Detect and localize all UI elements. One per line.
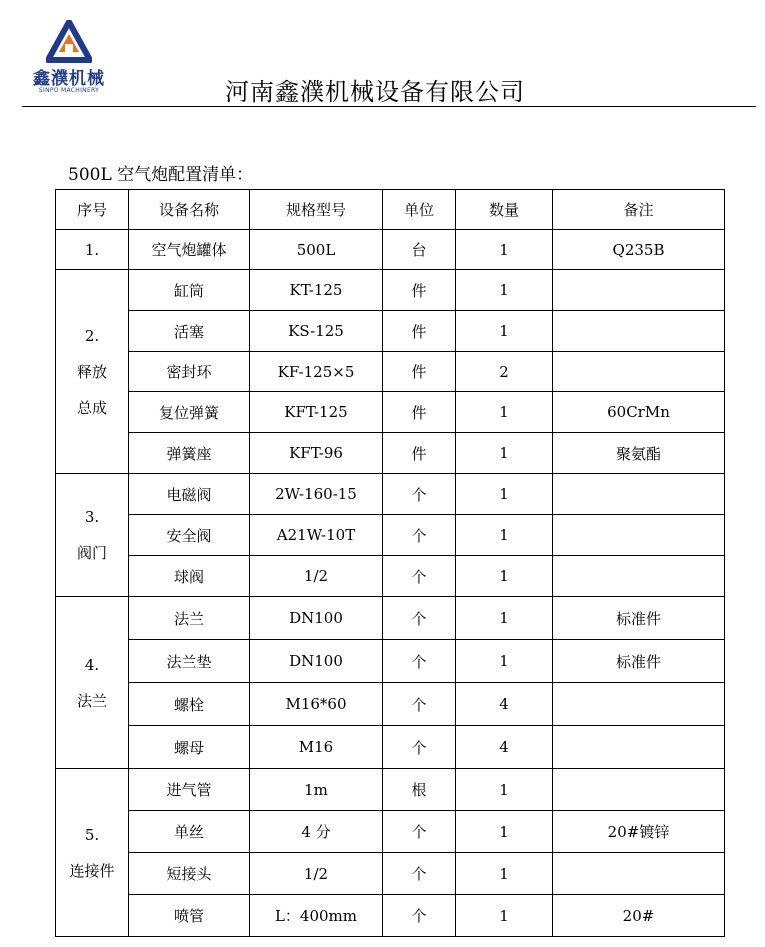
cell-spec: 1/2 — [250, 853, 383, 895]
table-body — [56, 230, 725, 937]
cell-note — [553, 270, 725, 311]
cell-unit: 个 — [383, 726, 456, 769]
cell-spec: KS-125 — [250, 311, 383, 352]
column-header-no: 序号 — [56, 190, 129, 230]
cell-unit: 个 — [383, 597, 456, 640]
cell-unit: 件 — [383, 270, 456, 311]
column-header-name: 设备名称 — [129, 190, 250, 230]
group-number: 2. — [84, 326, 100, 345]
group-number: 1. — [84, 240, 100, 259]
cell-unit: 个 — [383, 853, 456, 895]
cell-spec: 4 分 — [250, 811, 383, 853]
cell-spec: DN100 — [250, 640, 383, 683]
cell-qty: 1 — [456, 433, 553, 474]
column-header-qty: 数量 — [456, 190, 553, 230]
cell-name: 法兰垫 — [129, 640, 250, 683]
cell-note — [553, 515, 725, 556]
cell-unit: 件 — [383, 433, 456, 474]
group-label: 法兰 — [76, 691, 107, 710]
cell-unit: 个 — [383, 474, 456, 515]
table-row — [56, 811, 725, 853]
table-row — [56, 515, 725, 556]
cell-qty: 4 — [456, 726, 553, 769]
cell-name: 短接头 — [129, 853, 250, 895]
cell-name: 空气炮罐体 — [129, 230, 250, 270]
cell-spec: KF-125×5 — [250, 352, 383, 392]
table-row — [56, 853, 725, 895]
configuration-table — [55, 189, 725, 937]
cell-qty: 1 — [456, 811, 553, 853]
cell-qty: 1 — [456, 769, 553, 811]
cell-spec: KT-125 — [250, 270, 383, 311]
group-number: 3. — [84, 508, 100, 526]
table-row — [56, 769, 725, 811]
cell-name: 法兰 — [129, 597, 250, 640]
cell-note — [553, 474, 725, 515]
cell-unit: 根 — [383, 769, 456, 811]
cell-note: Q235B — [553, 230, 725, 270]
table-row — [56, 556, 725, 597]
cell-unit: 个 — [383, 515, 456, 556]
cell-name: 缸筒 — [129, 270, 250, 311]
group-cell — [56, 597, 129, 769]
document-title: 500L 空气炮配置清单： — [68, 165, 254, 185]
cell-qty: 1 — [456, 515, 553, 556]
table-row — [56, 597, 725, 640]
header-divider — [22, 106, 756, 107]
cell-note — [553, 556, 725, 597]
cell-spec: 1m — [250, 769, 383, 811]
cell-spec: M16*60 — [250, 683, 383, 726]
cell-qty: 1 — [456, 597, 553, 640]
cell-spec: M16 — [250, 726, 383, 769]
cell-qty: 1 — [456, 311, 553, 352]
cell-name: 单丝 — [129, 811, 250, 853]
cell-unit: 件 — [383, 392, 456, 433]
cell-qty: 1 — [456, 230, 553, 270]
cell-name: 复位弹簧 — [129, 392, 250, 433]
logo-name-cn: 鑫濮机械 — [33, 69, 105, 89]
cell-note — [553, 683, 725, 726]
cell-name: 进气管 — [129, 769, 250, 811]
group-cell — [56, 769, 129, 937]
cell-spec: KFT-96 — [250, 433, 383, 474]
cell-note: 20#镀锌 — [553, 811, 725, 853]
logo-mark-icon — [46, 20, 92, 64]
group-label: 连接件 — [69, 861, 115, 880]
table-row — [56, 311, 725, 352]
cell-spec: 500L — [250, 230, 383, 270]
cell-name: 密封环 — [129, 352, 250, 392]
cell-name: 螺栓 — [129, 683, 250, 726]
cell-note: 20# — [553, 895, 725, 937]
cell-note: 标准件 — [553, 597, 725, 640]
cell-unit: 个 — [383, 640, 456, 683]
table-row — [56, 392, 725, 433]
cell-spec: DN100 — [250, 597, 383, 640]
logo-name-en: SINPO MACHINERY — [38, 87, 100, 94]
group-label: 阀门 — [76, 544, 107, 562]
cell-name: 弹簧座 — [129, 433, 250, 474]
company-name: 河南鑫濮机械设备有限公司 — [225, 78, 525, 106]
table-row — [56, 433, 725, 474]
cell-note: 60CrMn — [553, 392, 725, 433]
cell-unit: 件 — [383, 311, 456, 352]
cell-unit: 个 — [383, 683, 456, 726]
cell-spec: A21W-10T — [250, 515, 383, 556]
cell-qty: 1 — [456, 853, 553, 895]
cell-note — [553, 311, 725, 352]
cell-qty: 1 — [456, 392, 553, 433]
cell-note: 标准件 — [553, 640, 725, 683]
group-number: 5. — [84, 825, 100, 844]
cell-name: 安全阀 — [129, 515, 250, 556]
table-row — [56, 683, 725, 726]
group-label: 释放总成 — [76, 362, 107, 417]
column-header-note: 备注 — [553, 190, 725, 230]
group-cell — [56, 230, 129, 270]
cell-unit: 件 — [383, 352, 456, 392]
table-row — [56, 270, 725, 311]
company-logo — [30, 18, 108, 98]
cell-name: 电磁阀 — [129, 474, 250, 515]
table-row — [56, 474, 725, 515]
cell-spec: KFT-125 — [250, 392, 383, 433]
table-row — [56, 640, 725, 683]
table-row — [56, 895, 725, 937]
cell-name: 球阀 — [129, 556, 250, 597]
cell-name: 螺母 — [129, 726, 250, 769]
cell-spec: 1/2 — [250, 556, 383, 597]
cell-spec: 2W-160-15 — [250, 474, 383, 515]
cell-unit: 个 — [383, 895, 456, 937]
table-row — [56, 352, 725, 392]
cell-qty: 1 — [456, 895, 553, 937]
cell-unit: 台 — [383, 230, 456, 270]
cell-qty: 1 — [456, 640, 553, 683]
cell-note — [553, 726, 725, 769]
column-header-unit: 单位 — [383, 190, 456, 230]
cell-qty: 1 — [456, 474, 553, 515]
group-number: 4. — [84, 655, 100, 674]
cell-unit: 个 — [383, 811, 456, 853]
group-cell — [56, 474, 129, 597]
table-row — [56, 230, 725, 270]
table-row — [56, 726, 725, 769]
cell-qty: 1 — [456, 556, 553, 597]
cell-unit: 个 — [383, 556, 456, 597]
cell-qty: 4 — [456, 683, 553, 726]
cell-note — [553, 352, 725, 392]
cell-note — [553, 769, 725, 811]
column-header-spec: 规格型号 — [250, 190, 383, 230]
cell-name: 活塞 — [129, 311, 250, 352]
group-cell — [56, 270, 129, 474]
cell-note: 聚氨酯 — [553, 433, 725, 474]
cell-spec: L：400mm — [250, 895, 383, 937]
cell-qty: 2 — [456, 352, 553, 392]
table-header-row — [56, 190, 725, 230]
cell-qty: 1 — [456, 270, 553, 311]
cell-note — [553, 853, 725, 895]
cell-name: 喷管 — [129, 895, 250, 937]
